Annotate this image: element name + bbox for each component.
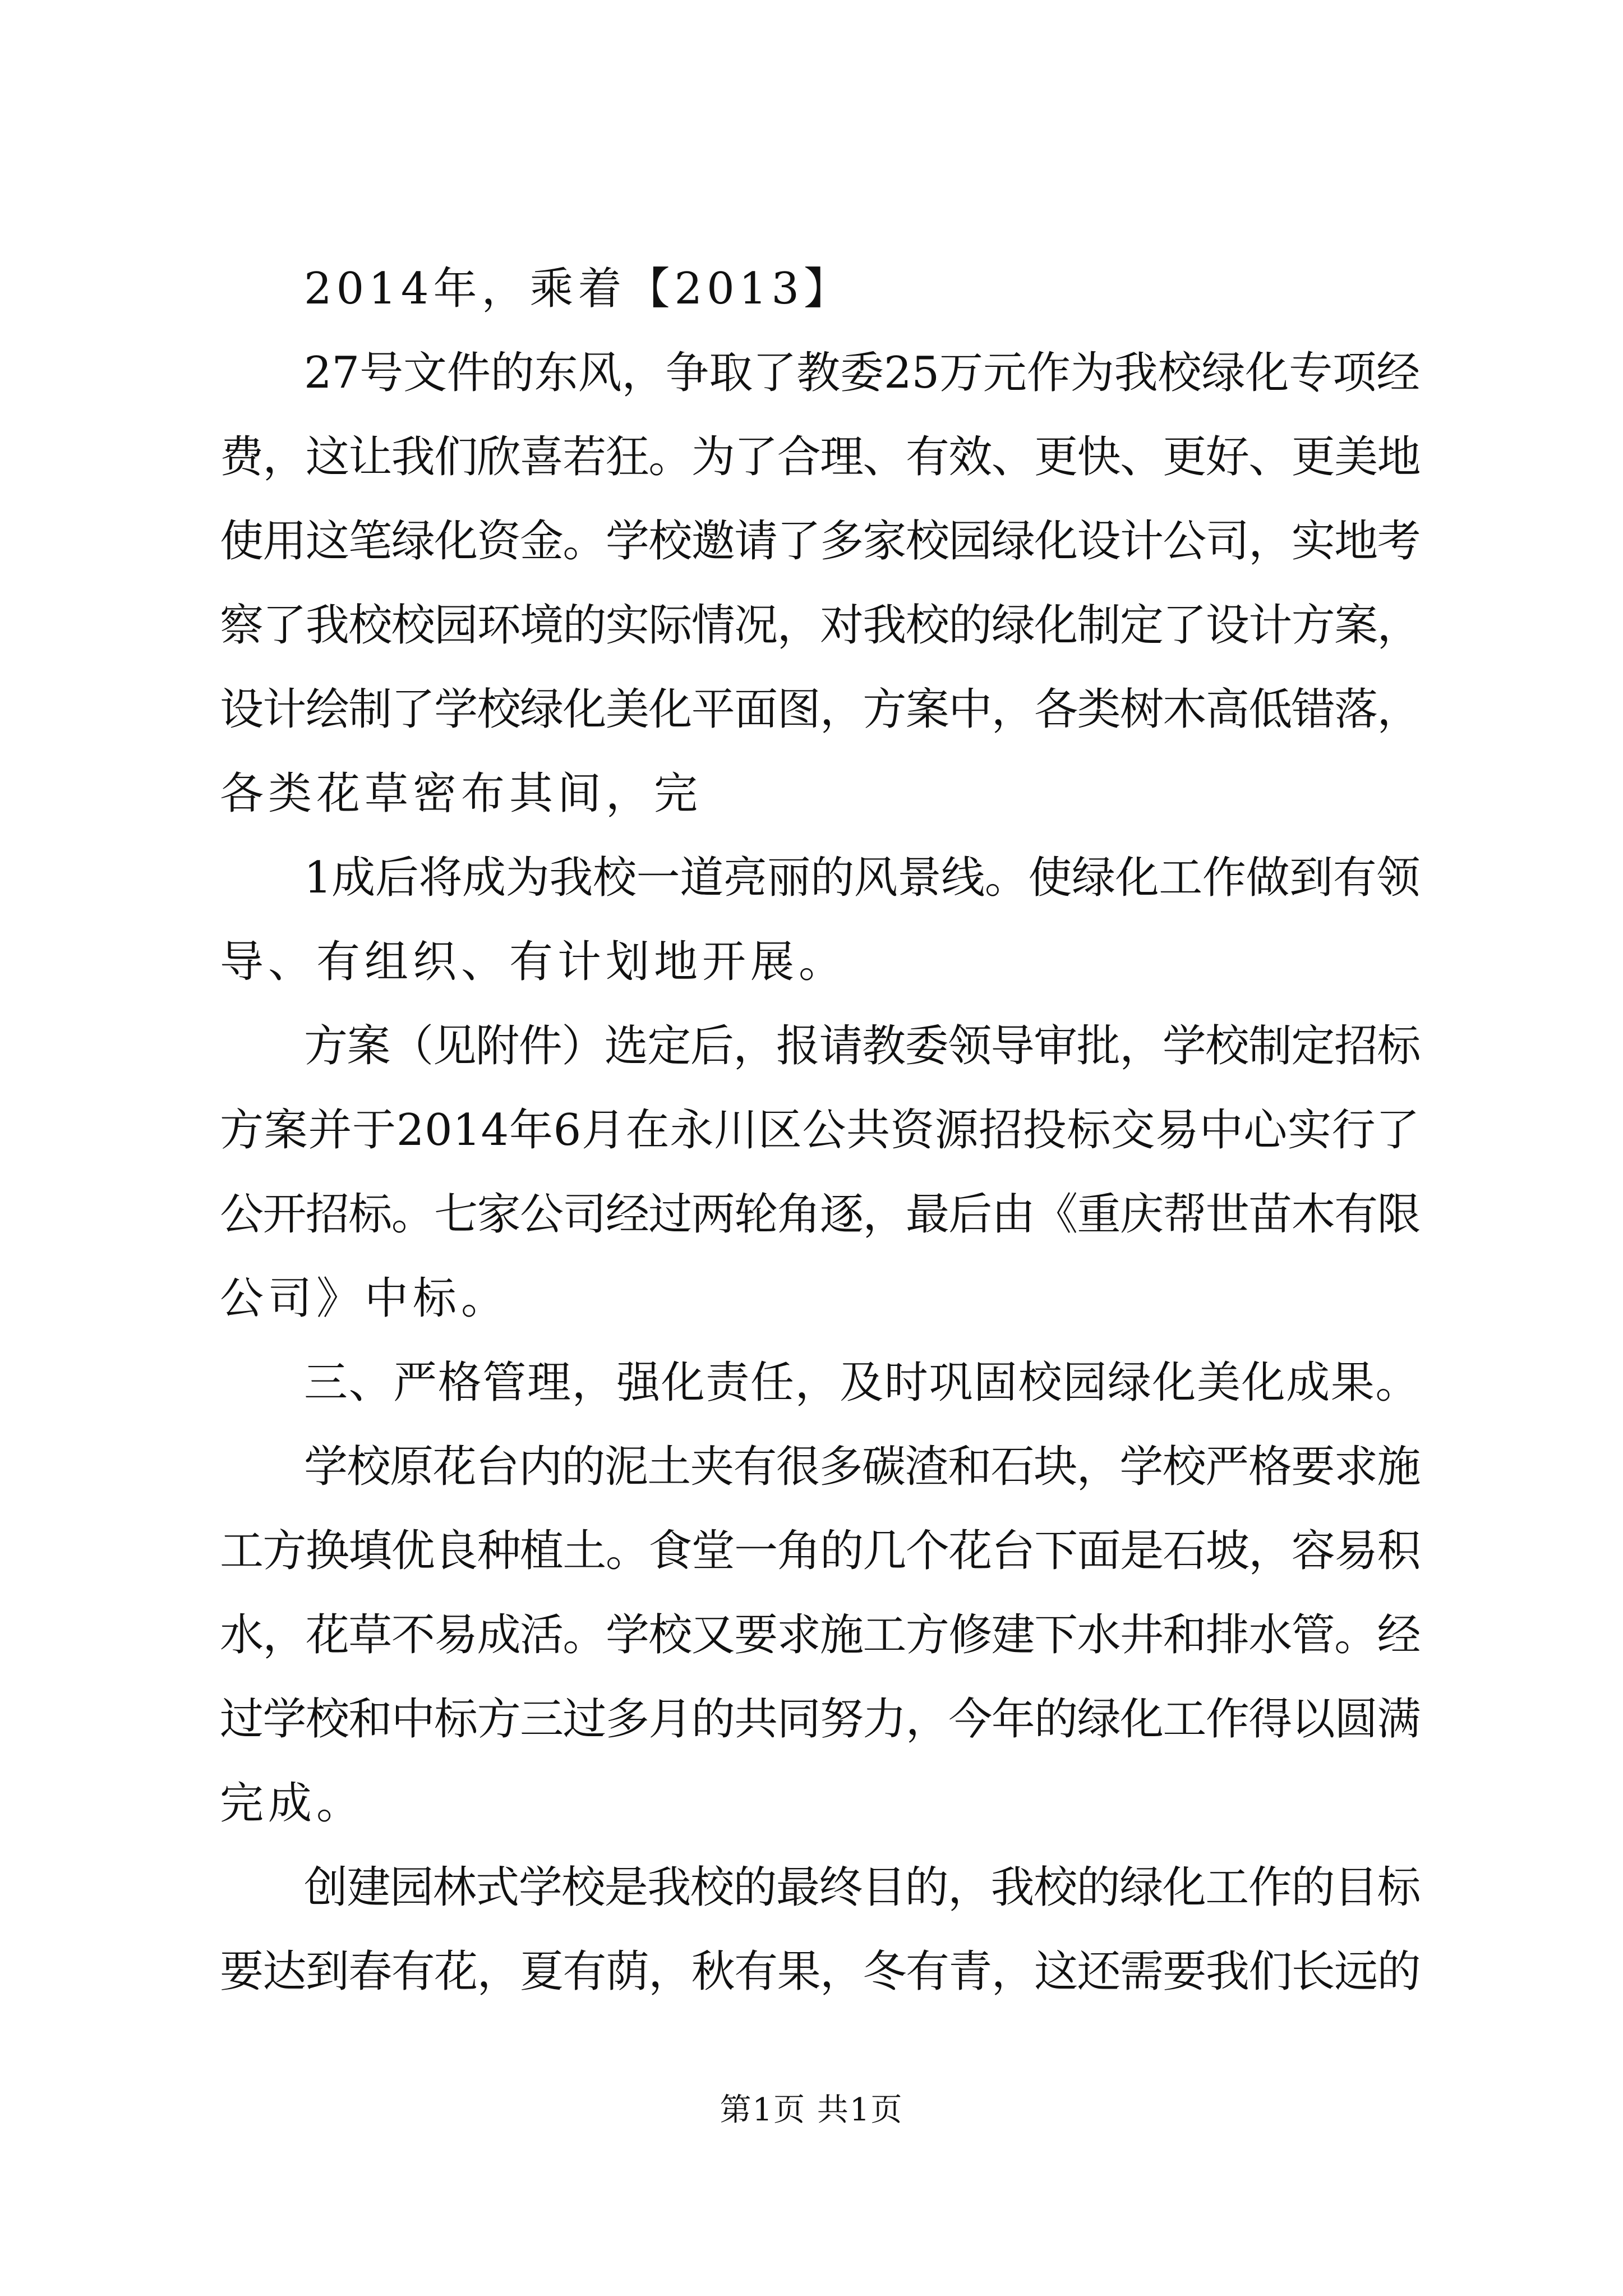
paragraph-line: 导、有组织、有计划地开展。	[220, 937, 847, 987]
paragraph-line: 完成。	[220, 1778, 365, 1829]
paragraph-line: 公司》中标。	[220, 1273, 510, 1324]
paragraph-line: 公开招标。七家公司经过两轮角逐，最后由《重庆帮世苗木有限	[220, 1189, 1420, 1240]
paragraph-line: 费，这让我们欣喜若狂。为了合理、有效、更快、更好、更美地	[220, 432, 1420, 482]
paragraph-line: 各类花草密布其间，完	[220, 769, 703, 819]
section-heading: 三、严格管理，强化责任，及时巩固校园绿化美化成果。	[304, 1358, 1420, 1408]
paragraph-line: 27号文件的东风，争取了教委25万元作为我校绿化专项经	[304, 348, 1420, 398]
paragraph-line: 2014年，乘着【2013】	[304, 264, 852, 314]
paragraph-line: 要达到春有花，夏有荫，秋有果，冬有青，这还需要我们长远的	[220, 1947, 1420, 1997]
paragraph-line: 察了我校校园环境的实际情况，对我校的绿化制定了设计方案，	[220, 600, 1420, 651]
paragraph-line: 方案并于2014年6月在永川区公共资源招投标交易中心实行了	[220, 1105, 1420, 1156]
paragraph-line: 设计绘制了学校绿化美化平面图，方案中，各类树木高低错落，	[220, 684, 1420, 735]
paragraph-line: 使用这笔绿化资金。学校邀请了多家校园绿化设计公司，实地考	[220, 516, 1420, 567]
paragraph-line: 水，花草不易成活。学校又要求施工方修建下水井和排水管。经	[220, 1610, 1420, 1660]
paragraph-line: 方案（见附件）选定后，报请教委领导审批，学校制定招标	[304, 1021, 1420, 1071]
paragraph-line: 学校原花台内的泥土夹有很多碳渣和石块，学校严格要求施	[304, 1442, 1420, 1492]
paragraph-line: 过学校和中标方三过多月的共同努力，今年的绿化工作得以圆满	[220, 1694, 1420, 1745]
paragraph-line: 工方换填优良种植土。食堂一角的几个花台下面是石坡，容易积	[220, 1526, 1420, 1576]
paragraph-line: 1成后将成为我校一道亮丽的风景线。使绿化工作做到有领	[304, 853, 1420, 903]
paragraph-line: 创建园林式学校是我校的最终目的，我校的绿化工作的目标	[304, 1862, 1420, 1913]
page-footer: 第1页 共1页	[720, 2092, 903, 2128]
